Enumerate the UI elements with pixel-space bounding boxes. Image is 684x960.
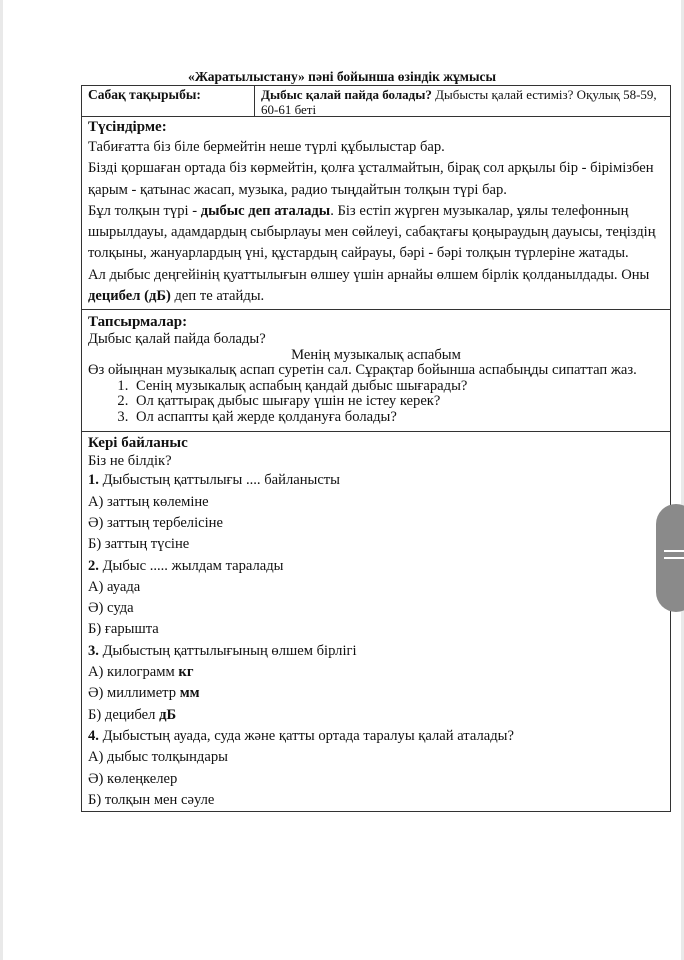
- p3-start: Бұл толқын түрі -: [88, 202, 201, 219]
- tasks-section: [82, 310, 670, 432]
- answer-option: [88, 705, 664, 726]
- document-page: [3, 0, 681, 960]
- unit-symbol: мм: [179, 685, 200, 702]
- topic-question: Дыбыс қалай пайда болады?: [261, 87, 432, 102]
- answer-option: А) заттың көлеміне: [88, 493, 209, 510]
- feedback-heading: Кері байланыс: [88, 435, 188, 452]
- answer-option: Ә) суда: [88, 600, 134, 617]
- explanation-p2: Бізді қоршаған ортада біз көрмейтін, қолға ұсталмайтын, бірақ сол арқылы бір - бірімізбен қарым - қатынас жасап, музыка, радио тыңдайтын толқын түрі бар.: [88, 160, 654, 198]
- task-item: 2. Ол қаттырақ дыбыс шығару үшін не істеу керек?: [132, 394, 664, 410]
- answer-option: А) дыбыс толқындары: [88, 749, 228, 766]
- question-2: [88, 556, 664, 577]
- answer-option: Б) толқын мен сәуле: [88, 791, 215, 808]
- p3-bold: дыбыс деп аталады: [200, 202, 331, 219]
- p4-bold: децибел (дБ): [88, 288, 171, 305]
- question-number: 2.: [88, 557, 99, 574]
- explanation-p3: [88, 201, 664, 265]
- question-number: 1.: [88, 472, 99, 489]
- explanation-p1: Табиғатта біз біле бермейтін неше түрлі құбылыстар бар.: [88, 139, 445, 155]
- feedback-intro: Біз не білдік?: [88, 453, 172, 470]
- side-scroll-handle[interactable]: [656, 504, 684, 612]
- unit-symbol: дБ: [159, 706, 177, 723]
- question-text: Дыбыстың қаттылығының өлшем бірлігі: [98, 642, 357, 659]
- unit-symbol: кг: [178, 664, 194, 681]
- document-title: «Жаратылыстану» пәні бойынша өзіндік жұмысы: [187, 69, 497, 84]
- answer-text: Б) децибел: [88, 706, 160, 723]
- question-text: Дыбыстың ауада, суда және қатты ортада таралуы қалай аталады?: [98, 727, 514, 744]
- tasks-heading: Тапсырмалар:: [88, 314, 188, 331]
- answer-option: [88, 662, 664, 683]
- topic-label: Сабақ тақырыбы:: [82, 86, 255, 116]
- explanation-p4: [88, 265, 664, 308]
- p3-end: . Біз естіп жүрген музыкалар, ұялы телефонның шырылдауы, адамдардың сыбырлауы мен сөйлеуі, сабақтағы қоңыраудың дауысы, теңіздің толқыны, жануарлардың үні, құстардың сайрауы, бәрі - бәрі толқын түрлеріне жатады.: [88, 202, 656, 262]
- answer-option: А) ауада: [88, 578, 141, 595]
- p4-end: деп те атайды.: [170, 288, 265, 305]
- answer-option: [88, 683, 664, 704]
- answer-text: А) килограмм: [88, 664, 179, 681]
- answer-option: Б) заттың түсіне: [88, 536, 190, 553]
- answer-option: Ә) көлеңкелер: [88, 770, 178, 787]
- question-4: [88, 726, 664, 747]
- explanation-heading: Түсіндірме:: [88, 119, 167, 135]
- question-text: Дыбыстың қаттылығы .... байланысты: [98, 472, 340, 489]
- explanation-section: [82, 117, 670, 310]
- answer-text: Ә) миллиметр: [88, 685, 180, 702]
- question-3: [88, 641, 664, 662]
- feedback-section: [82, 432, 670, 811]
- topic-rest: Дыбысты қалай естиміз? Оқулық 58-59, 60-61 беті: [261, 87, 657, 117]
- answer-option: Ә) заттың тербелісіне: [88, 514, 223, 531]
- topic-row: [82, 86, 670, 117]
- topic-value: [255, 86, 670, 116]
- task-item: 3. Ол аспапты қай жерде қолдануға болады?: [132, 410, 664, 426]
- menu-icon: [664, 550, 684, 564]
- tasks-line2: Өз ойыңнан музыкалық аспап суретін сал. Сұрақтар бойынша аспабыңды сипаттап жаз.: [88, 362, 637, 379]
- question-1: [88, 470, 664, 491]
- task-item: 1. Сенің музыкалық аспабың қандай дыбыс шығарады?: [132, 379, 664, 395]
- tasks-subtitle: Менің музыкалық аспабым: [291, 346, 461, 363]
- tasks-line1: Дыбыс қалай пайда болады?: [88, 331, 266, 348]
- worksheet-table: [81, 85, 671, 812]
- question-number: 3.: [88, 642, 99, 659]
- question-text: Дыбыс ..... жылдам таралады: [98, 557, 284, 574]
- p4-start: Ал дыбыс деңгейінің қуаттылығын өлшеу үшін арнайы өлшем бірлік қолданылдады. Оны: [88, 266, 650, 283]
- tasks-list: [88, 379, 664, 426]
- answer-option: Б) ғарышта: [88, 621, 159, 638]
- question-number: 4.: [88, 727, 99, 744]
